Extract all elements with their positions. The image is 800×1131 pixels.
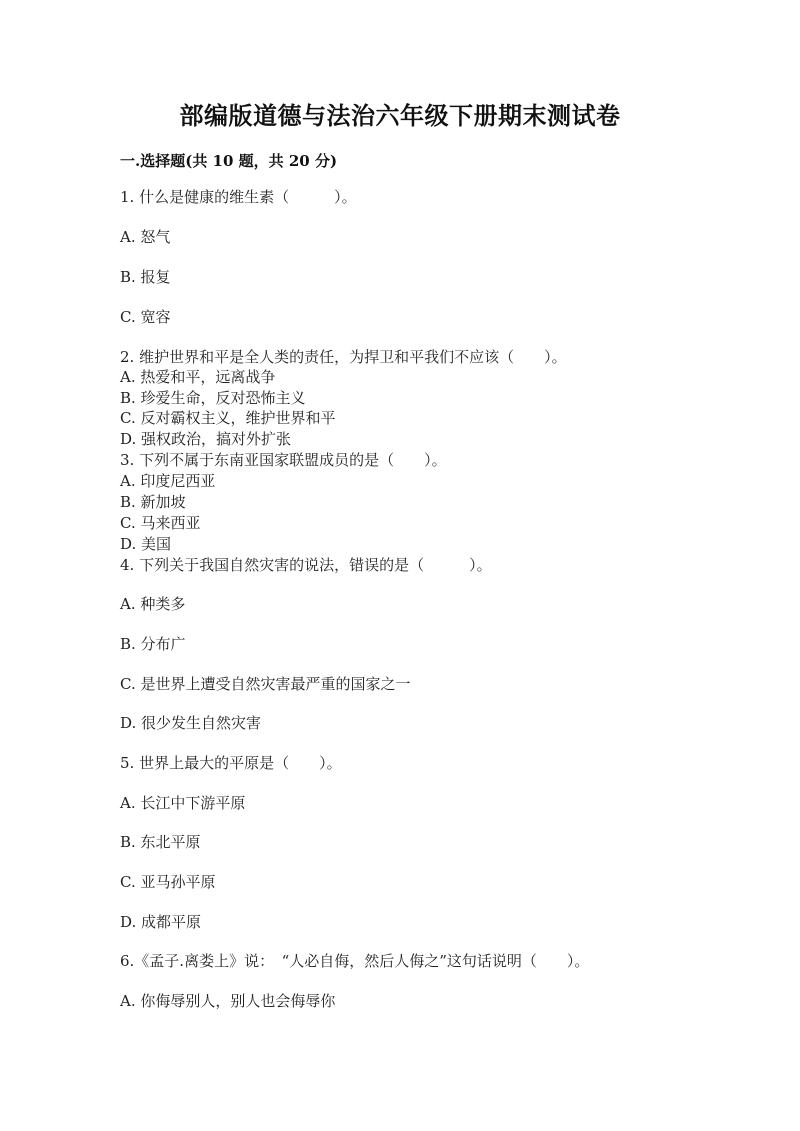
question-1-stem: 1. 什么是健康的维生素（ ）。	[120, 188, 357, 206]
question-4-option-b: B. 分布广	[120, 635, 186, 653]
page-title: 部编版道德与法治六年级下册期末测试卷	[179, 101, 621, 130]
question-1-option-a: A. 怒气	[120, 228, 171, 246]
question-4-option-a: A. 种类多	[120, 595, 186, 613]
question-4-option-c: C. 是世界上遭受自然灾害最严重的国家之一	[120, 675, 411, 693]
question-2-option-d: D. 强权政治，搞对外扩张	[120, 430, 292, 448]
question-5-option-a: A. 长江中下游平原	[120, 794, 246, 812]
question-2-stem: 2. 维护世界和平是全人类的责任，为捍卫和平我们不应该（ ）。	[120, 348, 567, 366]
question-1-option-c: C. 宽容	[120, 308, 171, 326]
question-5-option-c: C. 亚马孙平原	[120, 873, 216, 891]
question-5-option-b: B. 东北平原	[120, 833, 201, 851]
question-6-stem: 6.《孟子.离娄上》说： “人必自侮，然后人侮之”这句话说明（ ）。	[120, 952, 590, 970]
question-3-option-c: C. 马来西亚	[120, 514, 201, 532]
question-4-stem: 4. 下列关于我国自然灾害的说法，错误的是（ ）。	[120, 556, 492, 574]
question-4-option-d: D. 很少发生自然灾害	[120, 714, 262, 732]
question-2-option-c: C. 反对霸权主义，维护世界和平	[120, 409, 336, 427]
question-2-option-a: A. 热爱和平，远离战争	[120, 368, 276, 386]
question-5-stem: 5. 世界上最大的平原是（ ）。	[120, 754, 342, 772]
question-3-option-a: A. 印度尼西亚	[120, 472, 216, 490]
question-2-option-b: B. 珍爱生命，反对恐怖主义	[120, 389, 306, 407]
question-6-option-a: A. 你侮辱别人，别人也会侮辱你	[120, 992, 336, 1010]
question-3-stem: 3. 下列不属于东南亚国家联盟成员的是（ ）。	[120, 451, 447, 469]
question-1-option-b: B. 报复	[120, 268, 171, 286]
question-3-option-b: B. 新加坡	[120, 493, 186, 511]
question-5-option-d: D. 成都平原	[120, 913, 202, 931]
question-3-option-d: D. 美国	[120, 535, 172, 553]
section-heading: 一.选择题(共 10 题，共 20 分)	[120, 152, 338, 170]
